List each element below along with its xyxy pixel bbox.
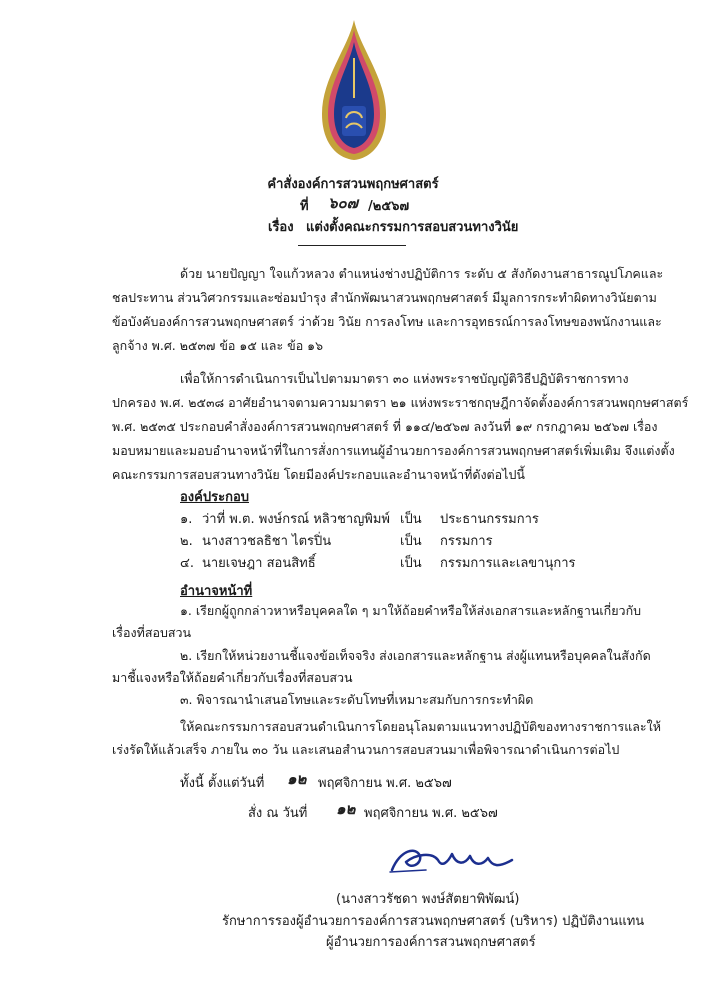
effective-date-day: ๑๒ <box>287 770 307 788</box>
paragraph-2-line-1: เพื่อให้การดำเนินการเป็นไปตามมาตรา ๓๐ แห่งพระราชบัญญัติวิธีปฏิบัติราชการทาง <box>180 371 629 386</box>
duty-3: ๓. พิจารณานำเสนอโทษและระดับโทษที่เหมาะสมกับการกระทำผิด <box>180 692 534 707</box>
member-1-number: ๑. <box>180 512 193 527</box>
paragraph-3-line-1: ให้คณะกรรมการสอบสวนดำเนินการโดยอนุโลมตามแนวทางปฏิบัติของทางราชการและให้ <box>180 719 661 734</box>
duty-1-line-1: ๑. เรียกผู้ถูกกล่าวหาหรือบุคคลใด ๆ มาให้ถ้อยคำหรือให้ส่งเอกสารและหลักฐานเกี่ยวกับ <box>180 603 642 618</box>
duties-heading: อำนาจหน้าที่ <box>180 584 253 599</box>
order-number-label: ที่ <box>300 199 309 214</box>
order-date-prefix: สั่ง ณ วันที่ <box>248 806 308 821</box>
member-1-is: เป็น <box>400 512 422 527</box>
effective-date-suffix: พฤศจิกายน พ.ศ. ๒๕๖๗ <box>318 776 452 791</box>
member-1-name: ว่าที่ พ.ต. พงษ์กรณ์ หลิวชาญพิมพ์ <box>202 512 390 527</box>
signatory-name: (นางสาวรัชดา พงษ์สัตยาพิพัฒน์) <box>336 892 520 907</box>
order-date-day: ๑๒ <box>336 800 356 818</box>
composition-heading: องค์ประกอบ <box>180 490 249 505</box>
member-3-is: เป็น <box>400 556 422 571</box>
member-3-name: นายเจษฎา สอนสิทธิ์ <box>202 556 316 571</box>
order-number: ๖๐๗ <box>328 194 358 212</box>
signatory-position-line-1: รักษาการรองผู้อำนวยการองค์การสวนพฤกษศาสตร์ (บริหาร) ปฏิบัติงานแทน <box>222 914 645 929</box>
paragraph-1-line-1: ด้วย นายปัญญา ใจแก้วหลวง ตำแหน่งช่างปฏิบัติการ ระดับ ๕ สังกัดงานสาธารณูปโภคและ <box>180 266 664 281</box>
paragraph-2-line-4: มอบหมายและมอบอำนาจหน้าที่ในการสั่งการแทนผู้อำนวยการองค์การสวนพฤกษศาสตร์เพิ่มเติม จึงแต่งตั้ง <box>112 443 675 458</box>
order-date-suffix: พฤศจิกายน พ.ศ. ๒๕๖๗ <box>364 806 498 821</box>
paragraph-1-line-4: ลูกจ้าง พ.ศ. ๒๕๓๗ ข้อ ๑๕ และ ข้อ ๑๖ <box>112 338 324 353</box>
subject-text: แต่งตั้งคณะกรรมการสอบสวนทางวินัย <box>306 220 519 235</box>
member-2-role: กรรมการ <box>440 534 493 549</box>
effective-date-prefix: ทั้งนี้ ตั้งแต่วันที่ <box>180 776 265 791</box>
paragraph-2-line-5: คณะกรรมการสอบสวนทางวินัย โดยมีองค์ประกอบและอำนาจหน้าที่ดังต่อไปนี้ <box>112 467 525 482</box>
subject-label: เรื่อง <box>268 220 294 235</box>
member-2-number: ๒. <box>180 534 193 549</box>
member-2-is: เป็น <box>400 534 422 549</box>
paragraph-2-line-2: ปกครอง พ.ศ. ๒๕๓๘ อาศัยอำนาจตามความมาตรา ๒๑ แห่งพระราชกฤษฎีกาจัดตั้งองค์การสวนพฤกษศาสตร์ <box>112 395 689 410</box>
member-2-name: นางสาวชลธิชา ไตรปิ่น <box>202 534 332 549</box>
order-year: /๒๕๖๗ <box>368 199 410 214</box>
handwritten-signature <box>386 840 518 878</box>
member-1-role: ประธานกรรมการ <box>440 512 539 527</box>
paragraph-1-line-2: ชลประทาน ส่วนวิศวกรรมและซ่อมบำรุง สำนักพัฒนาสวนพฤกษศาสตร์ มีมูลการกระทำผิดทางวินัยตาม <box>112 290 657 305</box>
signatory-position-line-2: ผู้อำนวยการองค์การสวนพฤกษศาสตร์ <box>326 935 536 950</box>
paragraph-3-line-2: เร่งรัดให้แล้วเสร็จ ภายใน ๓๐ วัน และเสนอสำนวนการสอบสวนมาเพื่อพิจารณาดำเนินการต่อไป <box>112 742 620 757</box>
duty-2-line-1: ๒. เรียกให้หน่วยงานชี้แจงข้อเท็จจริง ส่งเอกสารและหลักฐาน ส่งผู้แทนหรือบุคคลในสังกัด <box>180 648 651 663</box>
paragraph-2-line-3: พ.ศ. ๒๕๓๕ ประกอบคำสั่งองค์การสวนพฤกษศาสตร์ ที่ ๑๑๔/๒๕๖๗ ลงวันที่ ๑๙ กรกฎาคม ๒๕๖๗ เรื่อง <box>112 419 658 434</box>
duty-2-line-2: มาชี้แจงหรือให้ถ้อยคำเกี่ยวกับเรื่องที่สอบสวน <box>112 670 353 685</box>
divider-line <box>298 245 406 246</box>
member-3-number: ๔. <box>180 556 194 571</box>
botanical-garden-org-logo <box>318 18 390 164</box>
member-3-role: กรรมการและเลขานุการ <box>440 556 576 571</box>
paragraph-1-line-3: ข้อบังคับองค์การสวนพฤกษศาสตร์ ว่าด้วย วินัย การลงโทษ และการอุทธรณ์การลงโทษของพนักงานและ <box>112 314 662 329</box>
duty-1-line-2: เรื่องที่สอบสวน <box>112 625 192 640</box>
document-title: คำสั่งองค์การสวนพฤกษศาสตร์ <box>267 177 439 192</box>
